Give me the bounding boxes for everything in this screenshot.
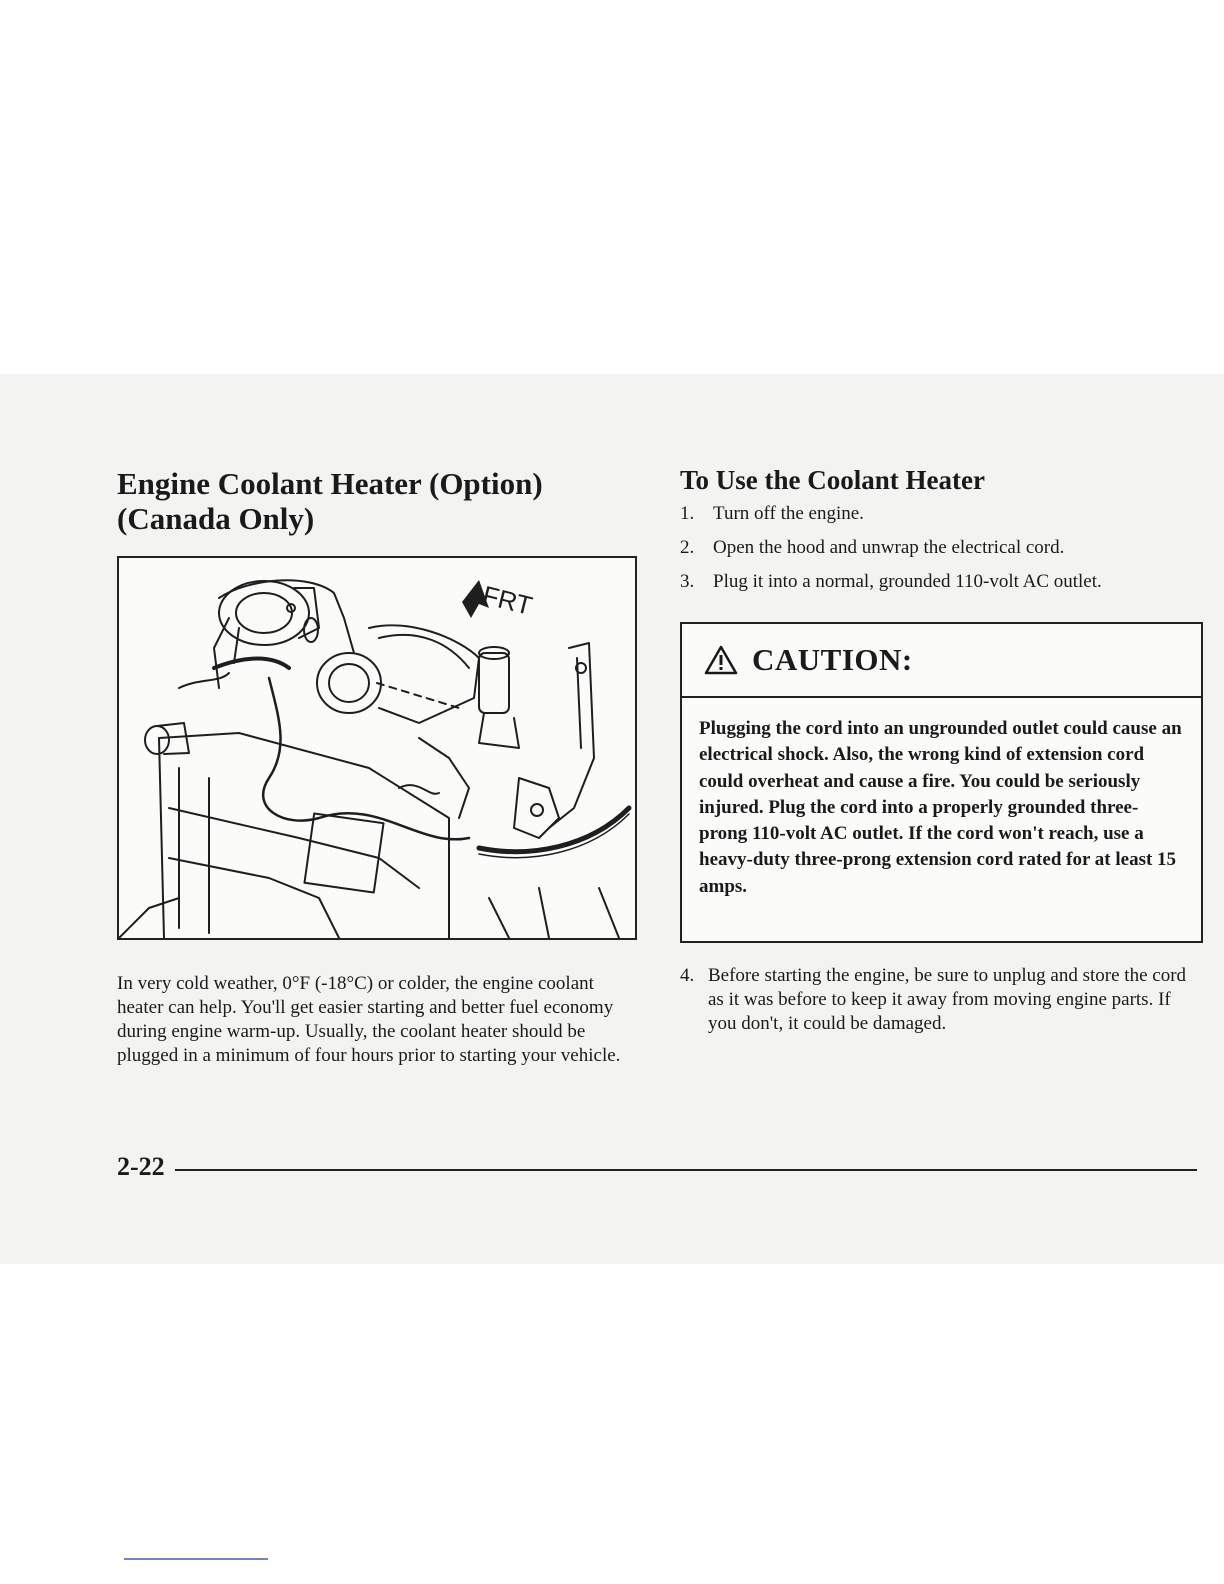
- caution-title: CAUTION:: [752, 642, 913, 677]
- section-heading: [117, 466, 637, 536]
- caution-text: Plugging the cord into an ungrounded outlet could cause an electrical shock. Also, the wrong kind of extension cord could overheat and cause a fire. You could be seriously injured. Plug the cord into a properly grounded three-prong 110-volt AC outlet. If the cord won't reach, use a heavy-duty three-prong extension cord rated for at least 15 amps.: [699, 718, 1182, 897]
- step-number: 2.: [680, 537, 695, 558]
- steps-list: [680, 502, 1210, 594]
- list-item: [680, 570, 1210, 594]
- step-number: 3.: [680, 571, 695, 592]
- right-column: [680, 464, 1210, 604]
- warning-triangle-icon: [704, 645, 738, 675]
- heading-line-1: Engine Coolant Heater (Option): [117, 466, 543, 501]
- intro-paragraph: In very cold weather, 0°F (-18°C) or colder, the engine coolant heater can help. You'll get easier starting and better fuel economy during engine warm-up. Usually, the coolant heater should be plugged in a minimum of four hours prior to starting your vehicle.: [117, 973, 621, 1066]
- page-number: 2-22: [117, 1152, 165, 1181]
- left-column: [117, 466, 637, 536]
- step-text: Plug it into a normal, grounded 110-volt AC outlet.: [713, 571, 1102, 592]
- step-text: Turn off the engine.: [713, 503, 864, 524]
- step-number: 4.: [680, 965, 695, 986]
- step-text: Before starting the engine, be sure to unplug and store the cord as it was before to keep it away from moving engine parts. If you don't, it could be damaged.: [708, 965, 1187, 1034]
- page-footer: [117, 1150, 1197, 1184]
- engine-illustration: [117, 556, 637, 940]
- list-item: [680, 964, 1200, 1036]
- engine-drawing: [119, 558, 635, 938]
- caution-box: [680, 622, 1203, 943]
- step-number: 1.: [680, 503, 695, 524]
- footer-rule: [175, 1169, 1197, 1171]
- instructions-heading: To Use the Coolant Heater: [680, 465, 985, 495]
- heading-line-2: (Canada Only): [117, 501, 315, 536]
- figure-label: FRT: [479, 579, 536, 621]
- list-item: [680, 536, 1210, 560]
- divider: [124, 1558, 268, 1560]
- caution-header: [682, 624, 1201, 698]
- list-item: [680, 502, 1210, 526]
- step-text: Open the hood and unwrap the electrical cord.: [713, 537, 1065, 558]
